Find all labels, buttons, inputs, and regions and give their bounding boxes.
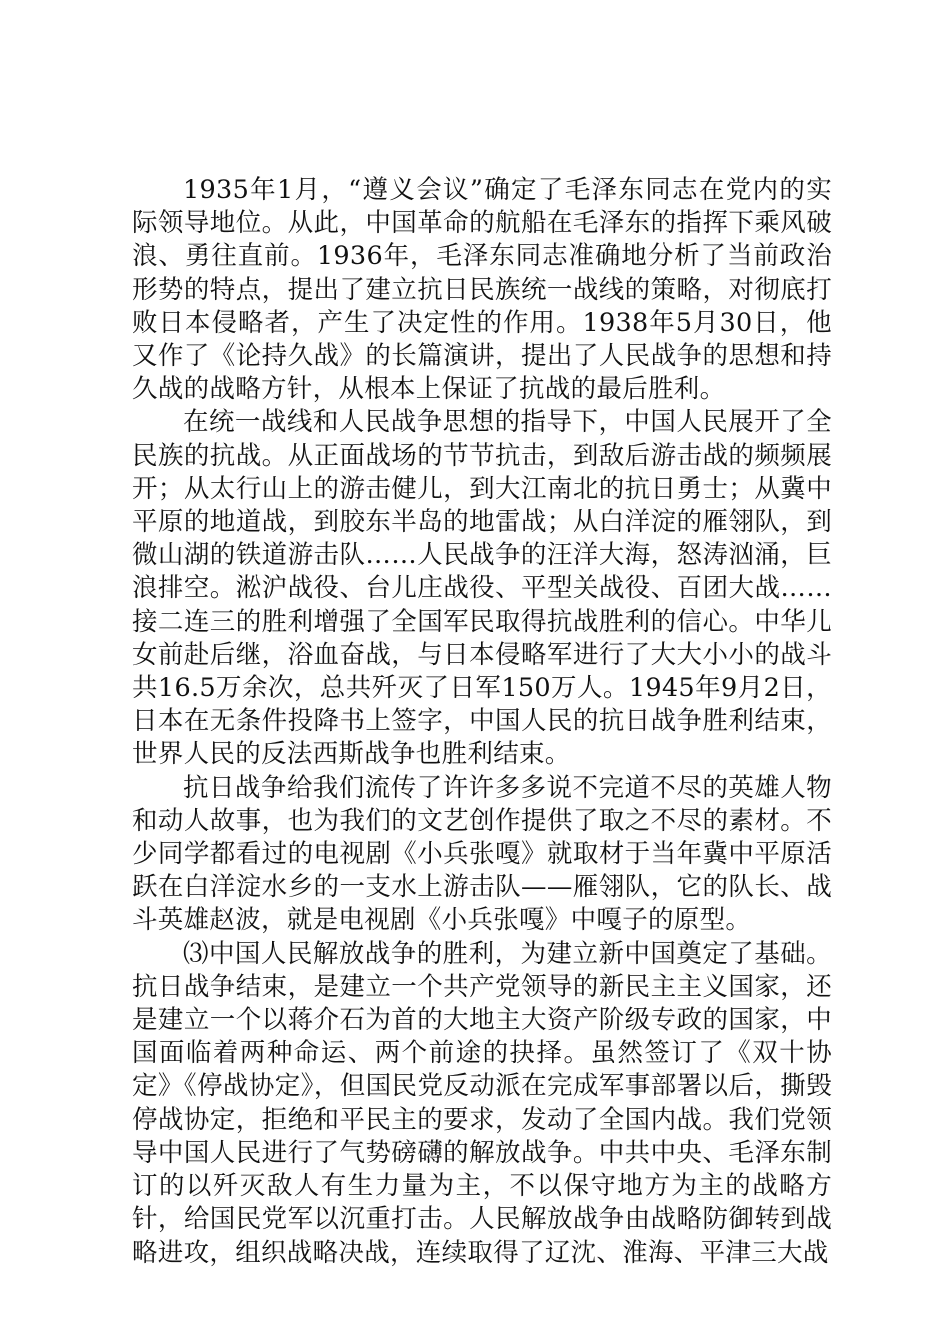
paragraph-anti-japanese-war: 在统一战线和人民战争思想的指导下，中国人民展开了全民族的抗战。从正面战场的节节抗击，到敌后游击战的频频展开；从太行山上的游击健儿，到大江南北的抗日勇士；从冀中平原的地道战，到胶东半岛的地雷战；从白洋淀的雁翎队，到微山湖的铁道游击队……人民战争的汪洋大海，怒涛汹涌，巨浪排空。淞沪战役、台儿庄战役、平型关战役、百团大战……接二连三的胜利增强了全国军民取得抗战胜利的信心。中华儿女前赴后继，浴血奋战，与日本侵略军进行了大大小小的战斗共16.5万余次，总共歼灭了日军150万人。1945年9月2日，日本在无条件投降书上签字，中国人民的抗日战争胜利结束，世界人民的反法西斯战争也胜利结束。 [132,407,832,770]
paragraph-zunyi-meeting: 1935年1月，“遵义会议”确定了毛泽东同志在党内的实际领导地位。从此，中国革命的航船在毛泽东的指挥下乘风破浪、勇往直前。1936年，毛泽东同志准确地分析了当前政治形势的特点，提出了建立抗日民族统一战线的策略，对彻底打败日本侵略者，产生了决定性的作用。1938年5月30日，他又作了《论持久战》的长篇演讲，提出了人民战争的思想和持久战的战略方针，从根本上保证了抗战的最后胜利。 [132,175,832,405]
paragraph-liberation-war: ⑶中国人民解放战争的胜利，为建立新中国奠定了基础。抗日战争结束，是建立一个共产党领导的新民主主义国家，还是建立一个以蒋介石为首的大地主大资产阶级专政的国家，中国面临着两种命运、两个前途的抉择。虽然签订了《双十协定》《停战协定》，但国民党反动派在完成军事部署以后，撕毁停战协定，拒绝和平民主的要求，发动了全国内战。我们党领导中国人民进行了气势磅礴的解放战争。中共中央、毛泽东制订的以歼灭敌人有生力量为主，不以保守地方为主的战略方针，给国民党军以沉重打击。人民解放战争由战略防御转到战略进攻，组织战略决战，连续取得了辽沈、淮海、平津三大战 [132,938,832,1268]
paragraph-heroes-stories: 抗日战争给我们流传了许许多多说不完道不尽的英雄人物和动人故事，也为我们的文艺创作提供了取之不尽的素材。不少同学都看过的电视剧《小兵张嘎》就取材于当年冀中平原活跃在白洋淀水乡的一支水上游击队——雁翎队，它的队长、战斗英雄赵波，就是电视剧《小兵张嘎》中嘎子的原型。 [132,772,832,936]
document-body [132,174,832,1270]
